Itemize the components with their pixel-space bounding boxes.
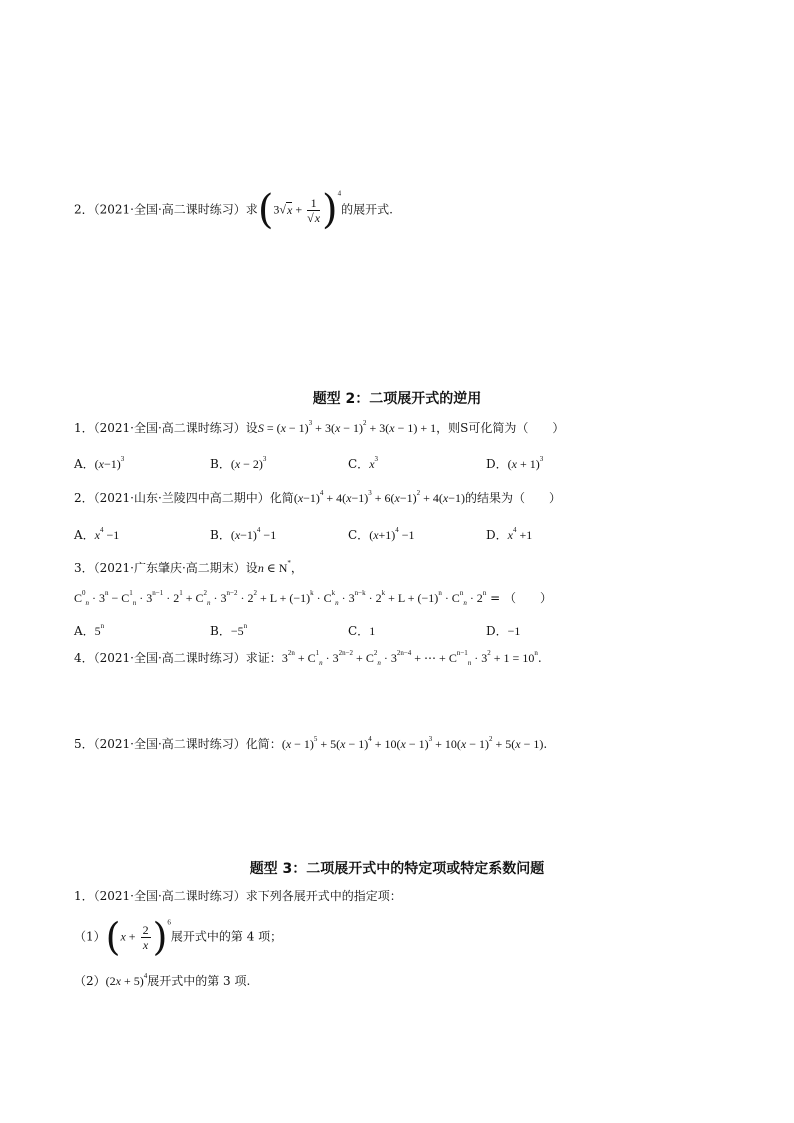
question-suffix: ，则S可化简为（ ）	[436, 421, 565, 435]
option-b[interactable]: B．$-5^n$	[210, 622, 248, 638]
question-source: （2021·山东·兰陵四中高二期中）化简	[93, 491, 294, 505]
section-heading-2: 题型 2：二项展开式的逆用	[312, 391, 482, 407]
question-suffix: ，	[290, 561, 303, 575]
question-suffix: 的结果为（ ）	[464, 491, 561, 505]
question-source: （2021·全国·高二课时练习）求	[93, 202, 258, 217]
option-d[interactable]: D．−1	[486, 624, 521, 638]
question-2-4: 4．（2021·全国·高二课时练习）求证：$3^{2n} + C^1_n \cdot 3^{2n-2} + C^2_n \cdot 3^{2n-4}$ + ⋯ + $C^{n-1}_n \cdot 3^2 + 1 = 10^n$.	[74, 649, 542, 667]
question-3-1	[74, 890, 402, 902]
question-number: 3．	[74, 561, 94, 575]
option-d[interactable]: D．$x^4 +1$	[486, 526, 533, 542]
question-2-3-formula: $C^0_n \cdot 3^n - C^1_n \cdot 3^{n-1} \cdot 2^1 + C^2_n \cdot 3^{n-2} \cdot 2^2 + L + (-1)^k \cdot C^k_n \cdot 3^{n-k} \cdot 2^k + L + (-1)^n \cdot C^n_n \cdot 2^n$ = （ ）	[74, 589, 552, 607]
question-number: 2．	[74, 491, 94, 505]
question-tail: = （ ）	[486, 591, 552, 605]
question-suffix: .	[537, 651, 542, 665]
question-number: 2．	[74, 202, 94, 217]
question-suffix: .	[543, 737, 548, 751]
option-a[interactable]: A．5$^n$	[74, 622, 105, 638]
question-source: （2021·全国·高二课时练习）化简：	[93, 737, 282, 751]
part-suffix: 展开式中的第 3 项.	[147, 974, 251, 988]
part-label: （1）	[74, 929, 106, 944]
option-c[interactable]: C．$(x+1)^4 -1$	[348, 526, 415, 542]
question-number: 5．	[74, 737, 94, 751]
question-2-1: 1．（2021·全国·高二课时练习）设$S = (x - 1)^3 + 3(x - 1)^2 + 3(x - 1) + 1$，则S可化简为（ ）	[74, 419, 565, 435]
question-number: 4．	[74, 651, 94, 665]
option-b[interactable]: B．$(x - 2)^3$	[210, 455, 267, 471]
question-source: （2021·全国·高二课时练习）设	[93, 421, 258, 435]
question-number: 1．	[74, 421, 94, 435]
option-b[interactable]: B．$(x-1)^4 -1$	[210, 526, 277, 542]
question-source: （2021·全国·高二课时练习）求证：	[93, 651, 282, 665]
option-d[interactable]: D．$(x + 1)^3$	[486, 455, 544, 471]
question-2-2: 2．（2021·山东·兰陵四中高二期中）化简$(x-1)^4 + 4(x-1)^3 + 6(x-1)^2 + 4(x-1)$的结果为（ ）	[74, 489, 561, 505]
question-expand: 2．（2021·全国·高二课时练习）求(3√x + $\frac{1}{√x}$ )$^4$的展开式.	[74, 187, 393, 233]
part-suffix: 展开式中的第 4 项；	[170, 929, 283, 944]
question-2-3: 3．（2021·广东肇庆·高二期末）设n ∈ N*，	[74, 559, 303, 575]
question-2-5: 5．（2021·全国·高二课时练习）化简：$(x - 1)^5 + 5(x - 1)^4 + 10(x - 1)^3 + 10(x - 1)^2 + 5(x - 1)$.	[74, 735, 548, 751]
question-3-1-part-1: （1）(x + $\frac{2}{x}$ )$^6$展开式中的第 4 项；	[74, 915, 283, 959]
option-a[interactable]: A．$(x-1)^3$	[74, 455, 125, 471]
option-a[interactable]: A．$x^4 -1$	[74, 526, 120, 542]
option-c[interactable]: C．$x^3$	[348, 455, 379, 471]
option-c[interactable]: C．1	[348, 624, 376, 638]
section-heading-3: 题型 3：二项展开式中的特定项或特定系数问题	[249, 861, 545, 877]
part-label: （2）	[74, 974, 106, 988]
question-source: （2021·全国·高二课时练习）求下列各展开式中的指定项：	[93, 889, 402, 903]
question-3-1-part-2: $(2)(2x + 5)^4$展开式中的第 3 项.	[74, 972, 251, 988]
question-suffix: 的展开式.	[341, 202, 393, 217]
question-number: 1．	[74, 889, 94, 903]
question-source: （2021·广东肇庆·高二期末）设	[93, 561, 258, 575]
